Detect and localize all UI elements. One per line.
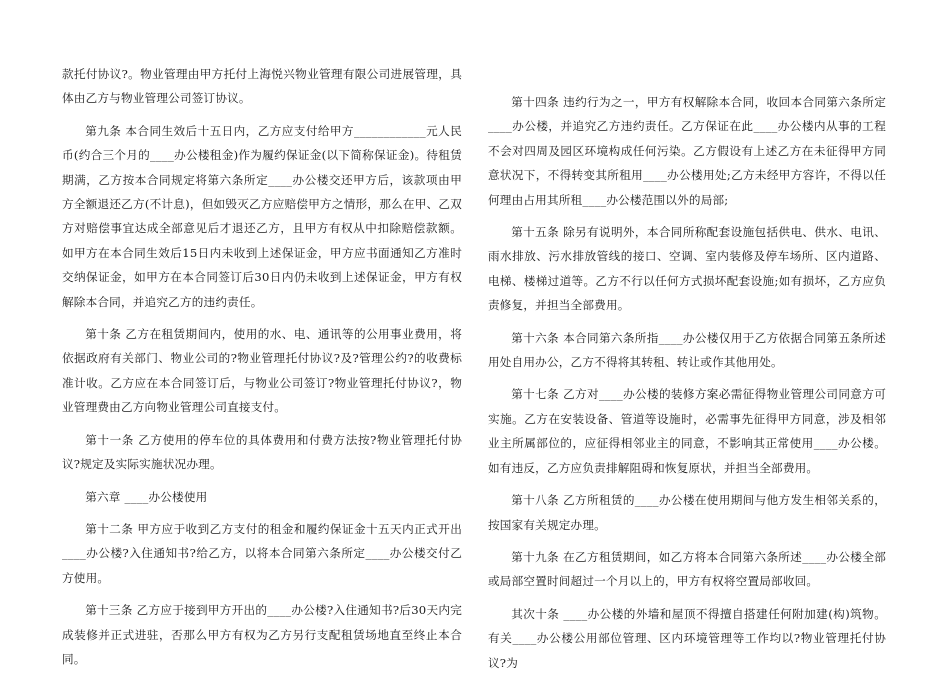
paragraph-article-12: 第十二条 甲方应于收到乙方支付的租金和履约保证金十五天内正式开出____办公楼?入住通知书?给乙方，以将本合同第六条所定____办公楼交付乙方使用。: [62, 521, 462, 585]
paragraph-article-9: 第九条 本合同生效后十五日内，乙方应支付给甲方____________元人民币(约合三个月的____办公楼租金)作为履约保证金(以下简称保证金)。待租赁期满，乙方按本合同规定将第六条所定____办公楼交还甲方后，该款项由甲方全额退还乙方(不计息)，但如毁灭乙方应赔偿甲方之情形，那么在甲、乙双方对赔偿事宜达成全部意见后才退还乙方，且甲方有权从中扣除赔偿款额。如甲方在本合同生效后15日内未收到上述保证金，甲方应书面通知乙方准时交纳保证金，如甲方在本合同签订后30日内仍未收到上述保证金，甲方有权解除本合同，并追究乙方的违约责任。: [62, 123, 462, 309]
paragraph-article-15: 第十五条 除另有说明外，本合同所称配套设施包括供电、供水、电讯、雨水排放、污水排放管线的接口、空调、室内装修及停车场所、区内道路、电梯、楼梯过道等。乙方不行以任何方式损坏配套设施;如有损坏，乙方应负责修复，并担当全部费用。: [488, 225, 886, 313]
paragraph-article-10: 第十条 乙方在租赁期间内，使用的水、电、通讯等的公用事业费用，将依据政府有关部门、物业公司的?物业管理托付协议?及?管理公约?的收费标准计收。乙方应在本合同签订后，与物业公司签订?物业管理托付协议?，物业管理费由乙方向物业管理公司直接支付。: [62, 327, 462, 415]
paragraph-article-13: 第十三条 乙方应于接到甲方开出的____办公楼?入住通知书?后30天内完成装修并正式进驻，否那么甲方有权为乙方另行支配租赁场地直至终止本合同。: [62, 603, 462, 666]
paragraph-article-17: 第十七条 乙方对____办公楼的装修方案必需征得物业管理公司同意方可实施。乙方在安装设备、管道等设施时，必需事先征得甲方同意，涉及相邻业主所属部位的，应征得相邻业主的同意，不影响其正常使用____办公楼。如有违反，乙方应负责排解阻碍和恢复原状，并担当全部费用。: [488, 387, 886, 475]
paragraph-article-16: 第十六条 本合同第六条所指____办公楼仅用于乙方依据合同第五条所述用处自用办公，乙方不得将其转租、转让或作其他用处。: [488, 330, 886, 370]
paragraph-article-19: 第十九条 在乙方租赁期间，如乙方将本合同第六条所述____办公楼全部或局部空置时间超过一个月以上的，甲方有权将空置局部收回。: [488, 549, 886, 589]
right-column: [488, 90, 886, 683]
paragraph-article-20: 其次十条 ____办公楼的外墙和屋顶不得擅自搭建任何附加建(构)筑物。有关____办公楼公用部位管理、区内环境管理等工作均以?物业管理托付协议?为: [488, 606, 886, 670]
left-column: [62, 62, 462, 679]
chapter-heading-6: 第六章 ____办公楼使用: [85, 489, 208, 504]
paragraph-article-18: 第十八条 乙方所租赁的____办公楼在使用期间与他方发生相邻关系的，按国家有关规定办理。: [488, 493, 886, 532]
paragraph-article-11: 第十一条 乙方使用的停车位的具体费用和付费方法按?物业管理托付协议?规定及实际实施状况办理。: [62, 432, 462, 472]
paragraph-continuation: 款托付协议?。物业管理由甲方托付上海悦兴物业管理有限公司进展管理，具体由乙方与物业管理公司签订协议。: [62, 67, 462, 106]
paragraph-article-14: 第十四条 违约行为之一，甲方有权解除本合同，收回本合同第六条所定____办公楼，并追究乙方违约责任。乙方保证在此____办公楼内从事的工程不会对四周及园区环境构成任何污染。乙方假设有上述乙方在未征得甲方同意状况下，不得转变其所租用____办公楼用处;乙方未经甲方容许，不得以任何理由占用其所租____办公楼范围以外的局部;: [488, 95, 886, 207]
